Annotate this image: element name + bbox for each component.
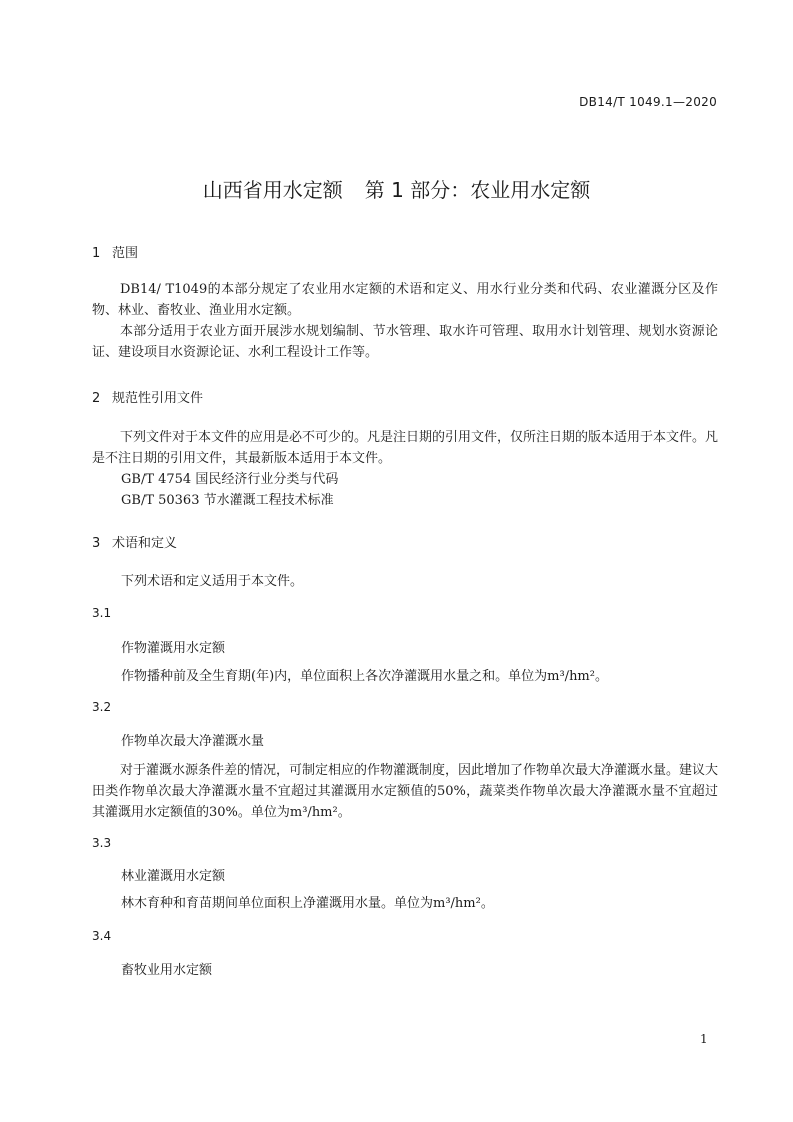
section-number: 3: [92, 536, 101, 551]
title-sub: 第 1 部分：农业用水定额: [364, 178, 591, 202]
term-number: 3.1: [92, 606, 112, 620]
paragraph: 下列术语和定义适用于本文件。: [121, 574, 304, 589]
term-number: 3.2: [92, 700, 112, 714]
paragraph: 本部分适用于农业方面开展涉水规划编制、节水管理、取水许可管理、取用水计划管理、规划水资源论证、建设项目水资源论证、水利工程设计工作等。: [92, 324, 718, 360]
term-name: 作物单次最大净灌溉水量: [121, 734, 265, 749]
title-main: 山西省用水定额: [202, 178, 343, 202]
document-number: DB14/T 1049.1—2020: [579, 95, 717, 109]
term-number: 3.3: [92, 836, 112, 850]
section-heading-terms: [92, 532, 177, 551]
term-definition: 作物播种前及全生育期(年)内，单位面积上各次净灌溉用水量之和。单位为m³/hm²。: [121, 669, 608, 684]
section-title: 术语和定义: [112, 536, 178, 551]
term-definition: 对于灌溉水源条件差的情况，可制定相应的作物灌溉制度，因此增加了作物单次最大净灌溉水量。建议大田类作物单次最大净灌溉水量不宜超过其灌溉用水定额值的50%，蔬菜类作物单次最大净灌溉水量不宜超过其灌溉用水定额值的30%。单位为m³/hm²。: [92, 763, 719, 820]
section-heading-normative-references: [92, 387, 203, 406]
paragraph: 下列文件对于本文件的应用是必不可少的。凡是注日期的引用文件，仅所注日期的版本适用于本文件。凡是不注日期的引用文件，其最新版本适用于本文件。: [92, 430, 719, 466]
section-title: 范围: [112, 246, 139, 261]
term-definition: 林木育种和育苗期间单位面积上净灌溉用水量。单位为m³/hm²。: [121, 896, 494, 911]
section-number: 1: [92, 246, 101, 261]
page-number: 1: [700, 1032, 708, 1046]
section-heading-scope: [92, 242, 138, 261]
reference-item: GB/T 4754 国民经济行业分类与代码: [121, 472, 339, 487]
term-name: 林业灌溉用水定额: [121, 869, 226, 884]
term-name: 畜牧业用水定额: [121, 963, 213, 978]
reference-item: GB/T 50363 节水灌溉工程技术标准: [121, 493, 334, 508]
paragraph: DB14/ T1049的本部分规定了农业用水定额的术语和定义、用水行业分类和代码、农业灌溉分区及作物、林业、畜牧业、渔业用水定额。: [92, 282, 718, 318]
term-name: 作物灌溉用水定额: [121, 641, 226, 656]
page-title: [0, 174, 793, 203]
section-number: 2: [92, 391, 101, 406]
section-title: 规范性引用文件: [112, 391, 204, 406]
term-number: 3.4: [92, 929, 112, 943]
